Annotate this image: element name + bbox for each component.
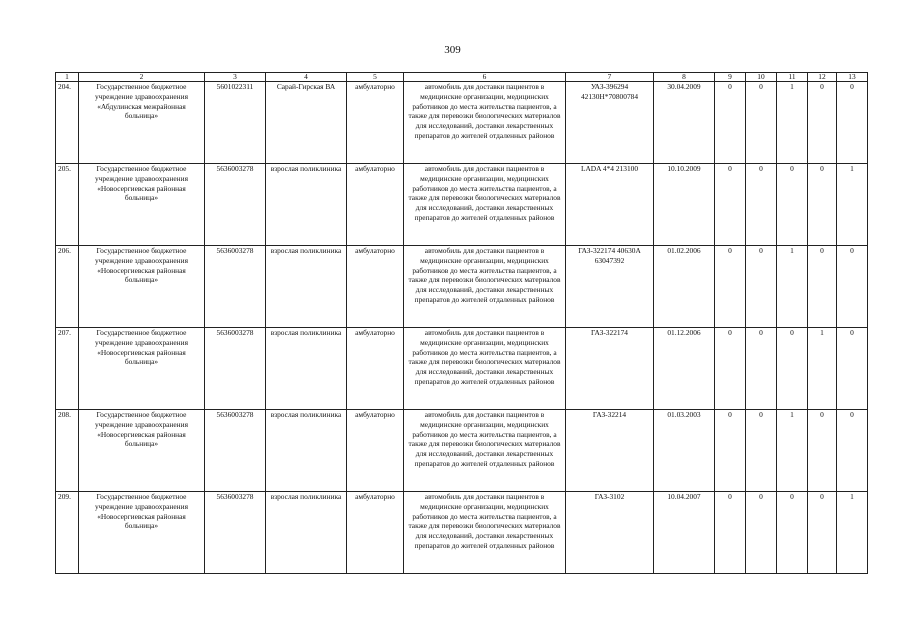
unit-cell: взрослая поликлиника: [266, 328, 347, 410]
column-header: 1: [56, 73, 79, 82]
count-cell: 1: [777, 410, 808, 492]
purpose-cell: автомобиль для доставки пациентов в медицинские организации, медицинских работников до места жительства пациентов, а также для перевозки биологических материалов для исследований, доставки лекарственных препаратов до жителей отдаленных районов: [404, 492, 566, 574]
row-number: 205.: [56, 164, 79, 246]
organization-name: Государственное бюджетное учреждение здравоохранения «Новосергиевская районная больница»: [79, 246, 205, 328]
count-cell: 0: [837, 82, 868, 164]
column-header: 10: [746, 73, 777, 82]
inn-cell: 5636003278: [205, 246, 266, 328]
count-cell: 1: [808, 328, 837, 410]
date-cell: 01.02.2006: [654, 246, 715, 328]
organization-name: Государственное бюджетное учреждение здравоохранения «Новосергиевская районная больница»: [79, 492, 205, 574]
purpose-cell: автомобиль для доставки пациентов в медицинские организации, медицинских работников до места жительства пациентов, а также для перевозки биологических материалов для исследований, доставки лекарственных препаратов до жителей отдаленных районов: [404, 164, 566, 246]
count-cell: 0: [837, 328, 868, 410]
inn-cell: 5636003278: [205, 410, 266, 492]
inn-cell: 5601022311: [205, 82, 266, 164]
column-header: 9: [715, 73, 746, 82]
column-header: 2: [79, 73, 205, 82]
count-cell: 0: [715, 328, 746, 410]
vehicle-model-cell: ГАЗ-3102: [566, 492, 654, 574]
count-cell: 0: [746, 82, 777, 164]
unit-cell: взрослая поликлиника: [266, 164, 347, 246]
purpose-cell: автомобиль для доставки пациентов в медицинские организации, медицинских работников до места жительства пациентов, а также для перевозки биологических материалов для исследований, доставки лекарственных препаратов до жителей отдаленных районов: [404, 328, 566, 410]
count-cell: 0: [808, 492, 837, 574]
table-row: [56, 410, 868, 492]
count-cell: 0: [777, 164, 808, 246]
vehicle-model-cell: LADA 4*4 213100: [566, 164, 654, 246]
vehicle-model-cell: УАЗ-396294 42130Н*70800784: [566, 82, 654, 164]
count-cell: 0: [808, 82, 837, 164]
column-header: 5: [347, 73, 404, 82]
vehicle-registry-table: [55, 72, 868, 574]
unit-cell: взрослая поликлиника: [266, 492, 347, 574]
count-cell: 0: [715, 410, 746, 492]
purpose-cell: автомобиль для доставки пациентов в медицинские организации, медицинских работников до места жительства пациентов, а также для перевозки биологических материалов для исследований, доставки лекарственных препаратов до жителей отдаленных районов: [404, 82, 566, 164]
count-cell: 0: [715, 246, 746, 328]
count-cell: 0: [837, 246, 868, 328]
inn-cell: 5636003278: [205, 164, 266, 246]
count-cell: 0: [808, 164, 837, 246]
column-header: 8: [654, 73, 715, 82]
table-row: [56, 492, 868, 574]
count-cell: 0: [746, 410, 777, 492]
column-header: 6: [404, 73, 566, 82]
table-row: [56, 328, 868, 410]
organization-name: Государственное бюджетное учреждение здравоохранения «Абдулинская межрайонная больница»: [79, 82, 205, 164]
unit-cell: Сарай-Гирская ВА: [266, 82, 347, 164]
count-cell: 0: [808, 410, 837, 492]
mode-cell: амбулаторно: [347, 492, 404, 574]
date-cell: 10.04.2007: [654, 492, 715, 574]
unit-cell: взрослая поликлиника: [266, 246, 347, 328]
purpose-cell: автомобиль для доставки пациентов в медицинские организации, медицинских работников до места жительства пациентов, а также для перевозки биологических материалов для исследований, доставки лекарственных препаратов до жителей отдаленных районов: [404, 410, 566, 492]
count-cell: 1: [837, 492, 868, 574]
column-header: 4: [266, 73, 347, 82]
mode-cell: амбулаторно: [347, 246, 404, 328]
count-cell: 1: [837, 164, 868, 246]
table-row: [56, 82, 868, 164]
mode-cell: амбулаторно: [347, 328, 404, 410]
page-number: 309: [444, 44, 461, 56]
date-cell: 30.04.2009: [654, 82, 715, 164]
date-cell: 01.03.2003: [654, 410, 715, 492]
count-cell: 0: [715, 492, 746, 574]
vehicle-model-cell: ГАЗ-322174 40630А 63047392: [566, 246, 654, 328]
count-cell: 0: [777, 492, 808, 574]
column-header: 11: [777, 73, 808, 82]
vehicle-model-cell: ГАЗ-322174: [566, 328, 654, 410]
mode-cell: амбулаторно: [347, 410, 404, 492]
row-number: 209.: [56, 492, 79, 574]
count-cell: 0: [837, 410, 868, 492]
count-cell: 1: [777, 82, 808, 164]
inn-cell: 5636003278: [205, 328, 266, 410]
table-row: [56, 164, 868, 246]
inn-cell: 5636003278: [205, 492, 266, 574]
count-cell: 0: [746, 246, 777, 328]
date-cell: 10.10.2009: [654, 164, 715, 246]
mode-cell: амбулаторно: [347, 82, 404, 164]
column-header: 12: [808, 73, 837, 82]
organization-name: Государственное бюджетное учреждение здравоохранения «Новосергиевская районная больница»: [79, 410, 205, 492]
count-cell: 0: [777, 328, 808, 410]
mode-cell: амбулаторно: [347, 164, 404, 246]
row-number: 206.: [56, 246, 79, 328]
column-header: 3: [205, 73, 266, 82]
organization-name: Государственное бюджетное учреждение здравоохранения «Новосергиевская районная больница»: [79, 328, 205, 410]
column-header: 13: [837, 73, 868, 82]
count-cell: 0: [746, 492, 777, 574]
column-header: 7: [566, 73, 654, 82]
unit-cell: взрослая поликлиника: [266, 410, 347, 492]
count-cell: 0: [746, 328, 777, 410]
count-cell: 0: [715, 164, 746, 246]
column-number-row: [56, 73, 868, 82]
organization-name: Государственное бюджетное учреждение здравоохранения «Новосергиевская районная больница»: [79, 164, 205, 246]
date-cell: 01.12.2006: [654, 328, 715, 410]
count-cell: 1: [777, 246, 808, 328]
vehicle-model-cell: ГАЗ-32214: [566, 410, 654, 492]
count-cell: 0: [808, 246, 837, 328]
row-number: 207.: [56, 328, 79, 410]
count-cell: 0: [715, 82, 746, 164]
row-number: 204.: [56, 82, 79, 164]
table-row: [56, 246, 868, 328]
count-cell: 0: [746, 164, 777, 246]
purpose-cell: автомобиль для доставки пациентов в медицинские организации, медицинских работников до места жительства пациентов, а также для перевозки биологических материалов для исследований, доставки лекарственных препаратов до жителей отдаленных районов: [404, 246, 566, 328]
row-number: 208.: [56, 410, 79, 492]
